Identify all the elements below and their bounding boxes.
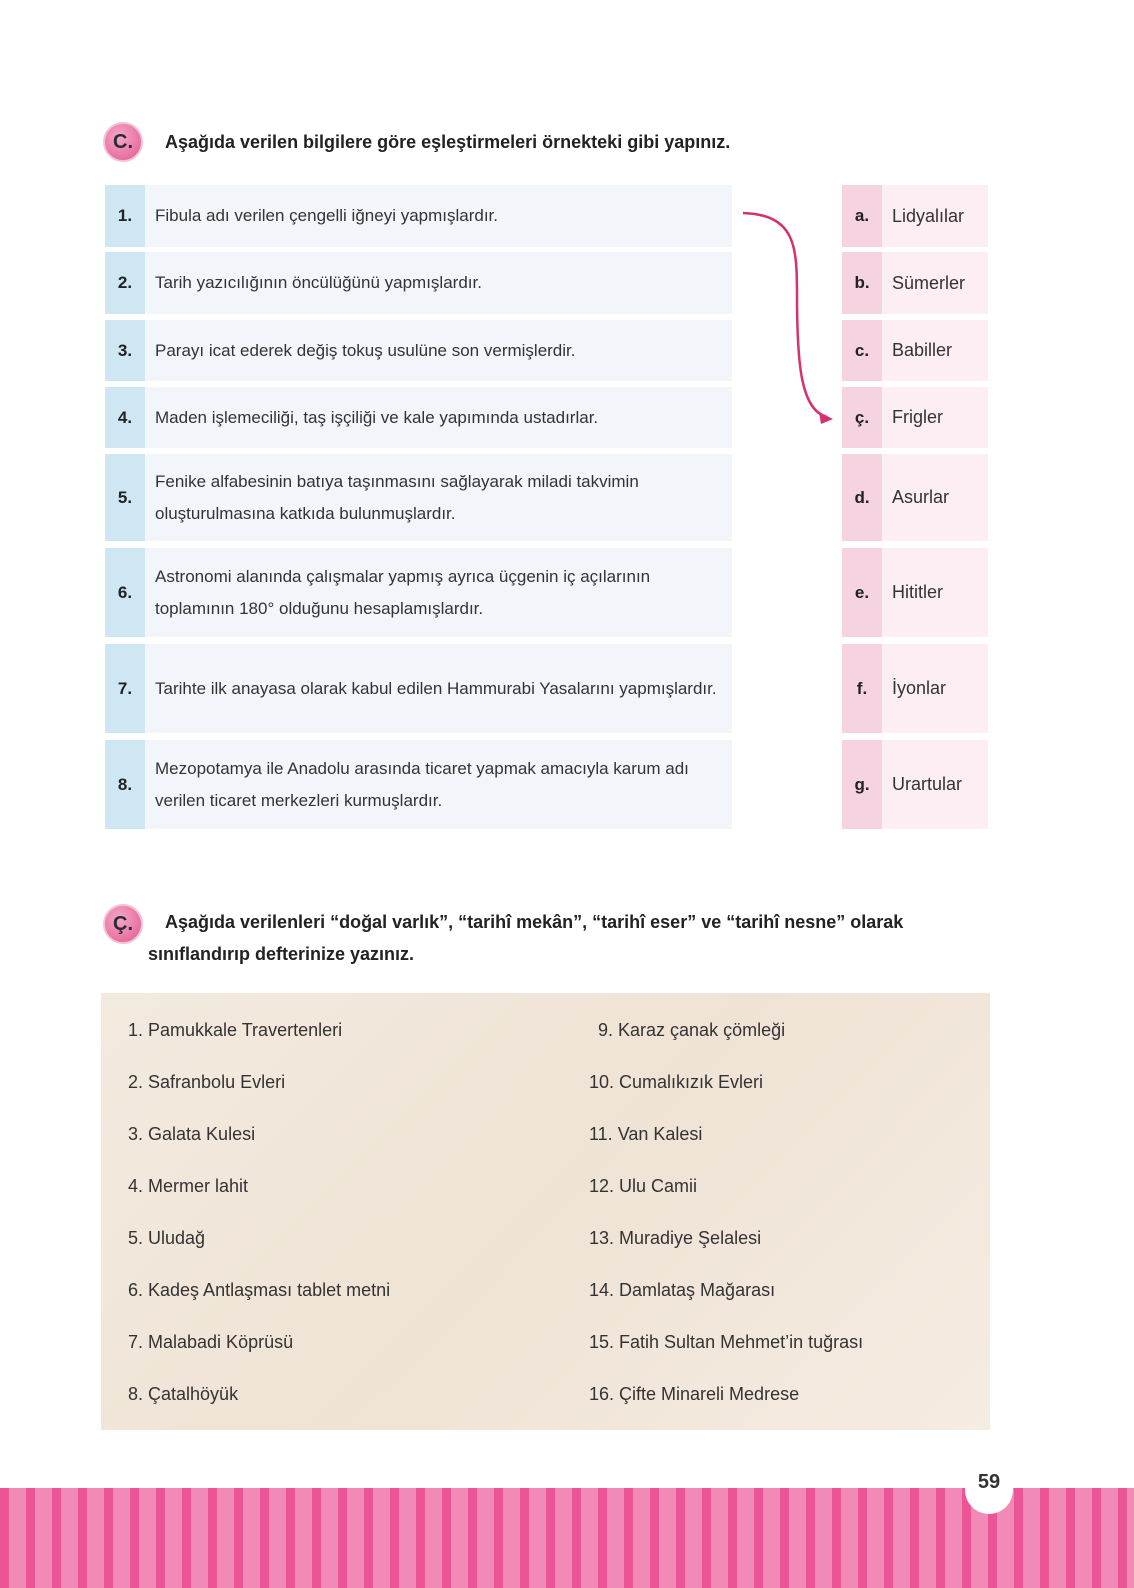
civilization-row: [842, 320, 988, 381]
civilization-name: Hititler: [882, 548, 988, 637]
civilization-name: Asurlar: [882, 454, 988, 541]
statement-row: [105, 454, 732, 541]
civilization-letter: ç.: [842, 387, 882, 448]
page-number: 59: [965, 1450, 1013, 1514]
list-item: 13. Muradiye Şelalesi: [589, 1228, 762, 1248]
list-item: 11. Van Kalesi: [589, 1124, 703, 1144]
civilization-letter: d.: [842, 454, 882, 541]
civilization-row: [842, 252, 988, 314]
list-item: 3. Galata Kulesi: [128, 1124, 256, 1144]
civilization-name: İyonlar: [882, 644, 988, 733]
civilization-row: [842, 454, 988, 541]
civilization-row: [842, 387, 988, 448]
list-item: 9. Karaz çanak çömleği: [598, 1020, 786, 1040]
statement-text: Tarihte ilk anayasa olarak kabul edilen Hammurabi Yasalarını yapmışlardır.: [145, 644, 732, 733]
civilization-name: Sümerler: [882, 252, 988, 314]
list-item: 14. Damlataş Mağarası: [589, 1280, 776, 1300]
statement-number: 4.: [105, 387, 145, 448]
statement-number: 3.: [105, 320, 145, 381]
list-item: 1. Pamukkale Travertenleri: [128, 1020, 343, 1040]
statement-row: [105, 548, 732, 637]
statement-text: Fenike alfabesinin batıya taşınmasını sağlayarak miladi takvimin oluşturulmasına katkıda bulunmuşlardır.: [145, 454, 732, 541]
statement-text: Parayı icat ederek değiş tokuş usulüne son vermişlerdir.: [145, 320, 732, 381]
civilization-row: [842, 740, 988, 829]
statement-number: 2.: [105, 252, 145, 314]
civilization-letter: f.: [842, 644, 882, 733]
civilization-name: Frigler: [882, 387, 988, 448]
section-c-instruction: Aşağıda verilen bilgilere göre eşleştirmeleri örnekteki gibi yapınız.: [165, 132, 731, 152]
list-item: 16. Çifte Minareli Medrese: [589, 1384, 800, 1404]
list-item: 10. Cumalıkızık Evleri: [589, 1072, 764, 1092]
civilization-row: [842, 548, 988, 637]
civilization-row: [842, 185, 988, 247]
statement-number: 5.: [105, 454, 145, 541]
statement-row: [105, 185, 732, 247]
list-item: 5. Uludağ: [128, 1228, 206, 1248]
statement-row: [105, 387, 732, 448]
statement-text: Mezopotamya ile Anadolu arasında ticaret yapmak amacıyla karum adı verilen ticaret merkezleri kurmuşlardır.: [145, 740, 732, 829]
statement-number: 6.: [105, 548, 145, 637]
example-arrow-icon: [735, 205, 845, 425]
civilization-letter: e.: [842, 548, 882, 637]
civilization-name: Lidyalılar: [882, 185, 988, 247]
statement-text: Fibula adı verilen çengelli iğneyi yapmışlardır.: [145, 185, 732, 247]
list-item: 2. Safranbolu Evleri: [128, 1072, 286, 1092]
list-item: 15. Fatih Sultan Mehmet’in tuğrası: [589, 1332, 864, 1352]
statement-row: [105, 740, 732, 829]
civilization-name: Babiller: [882, 320, 988, 381]
section-cc-badge: Ç.: [103, 904, 143, 944]
civilization-letter: c.: [842, 320, 882, 381]
section-cc-instruction: Aşağıda verilenleri “doğal varlık”, “tarihî mekân”, “tarihî eser” ve “tarihî nesne” olarak sınıflandırıp defterinize yazınız.: [148, 912, 904, 964]
statement-row: [105, 252, 732, 314]
civilization-letter: a.: [842, 185, 882, 247]
civilization-letter: g.: [842, 740, 882, 829]
statement-number: 7.: [105, 644, 145, 733]
list-item: 4. Mermer lahit: [128, 1176, 249, 1196]
list-item: 8. Çatalhöyük: [128, 1384, 239, 1404]
civilization-name: Urartular: [882, 740, 988, 829]
statement-number: 8.: [105, 740, 145, 829]
statement-text: Tarih yazıcılığının öncülüğünü yapmışlardır.: [145, 252, 732, 314]
statement-row: [105, 644, 732, 733]
civilization-row: [842, 644, 988, 733]
footer-stripes: [0, 1488, 1134, 1588]
list-item: 7. Malabadi Köprüsü: [128, 1332, 294, 1352]
list-item: 6. Kadeş Antlaşması tablet metni: [128, 1280, 391, 1300]
statement-number: 1.: [105, 185, 145, 247]
statement-text: Astronomi alanında çalışmalar yapmış ayrıca üçgenin iç açılarının toplamının 180° olduğunu hesaplamışlardır.: [145, 548, 732, 637]
section-c-badge: C.: [103, 122, 143, 162]
items-box: [101, 993, 990, 1430]
statement-row: [105, 320, 732, 381]
civilization-letter: b.: [842, 252, 882, 314]
list-item: 12. Ulu Camii: [589, 1176, 698, 1196]
statement-text: Maden işlemeciliği, taş işçiliği ve kale yapımında ustadırlar.: [145, 387, 732, 448]
